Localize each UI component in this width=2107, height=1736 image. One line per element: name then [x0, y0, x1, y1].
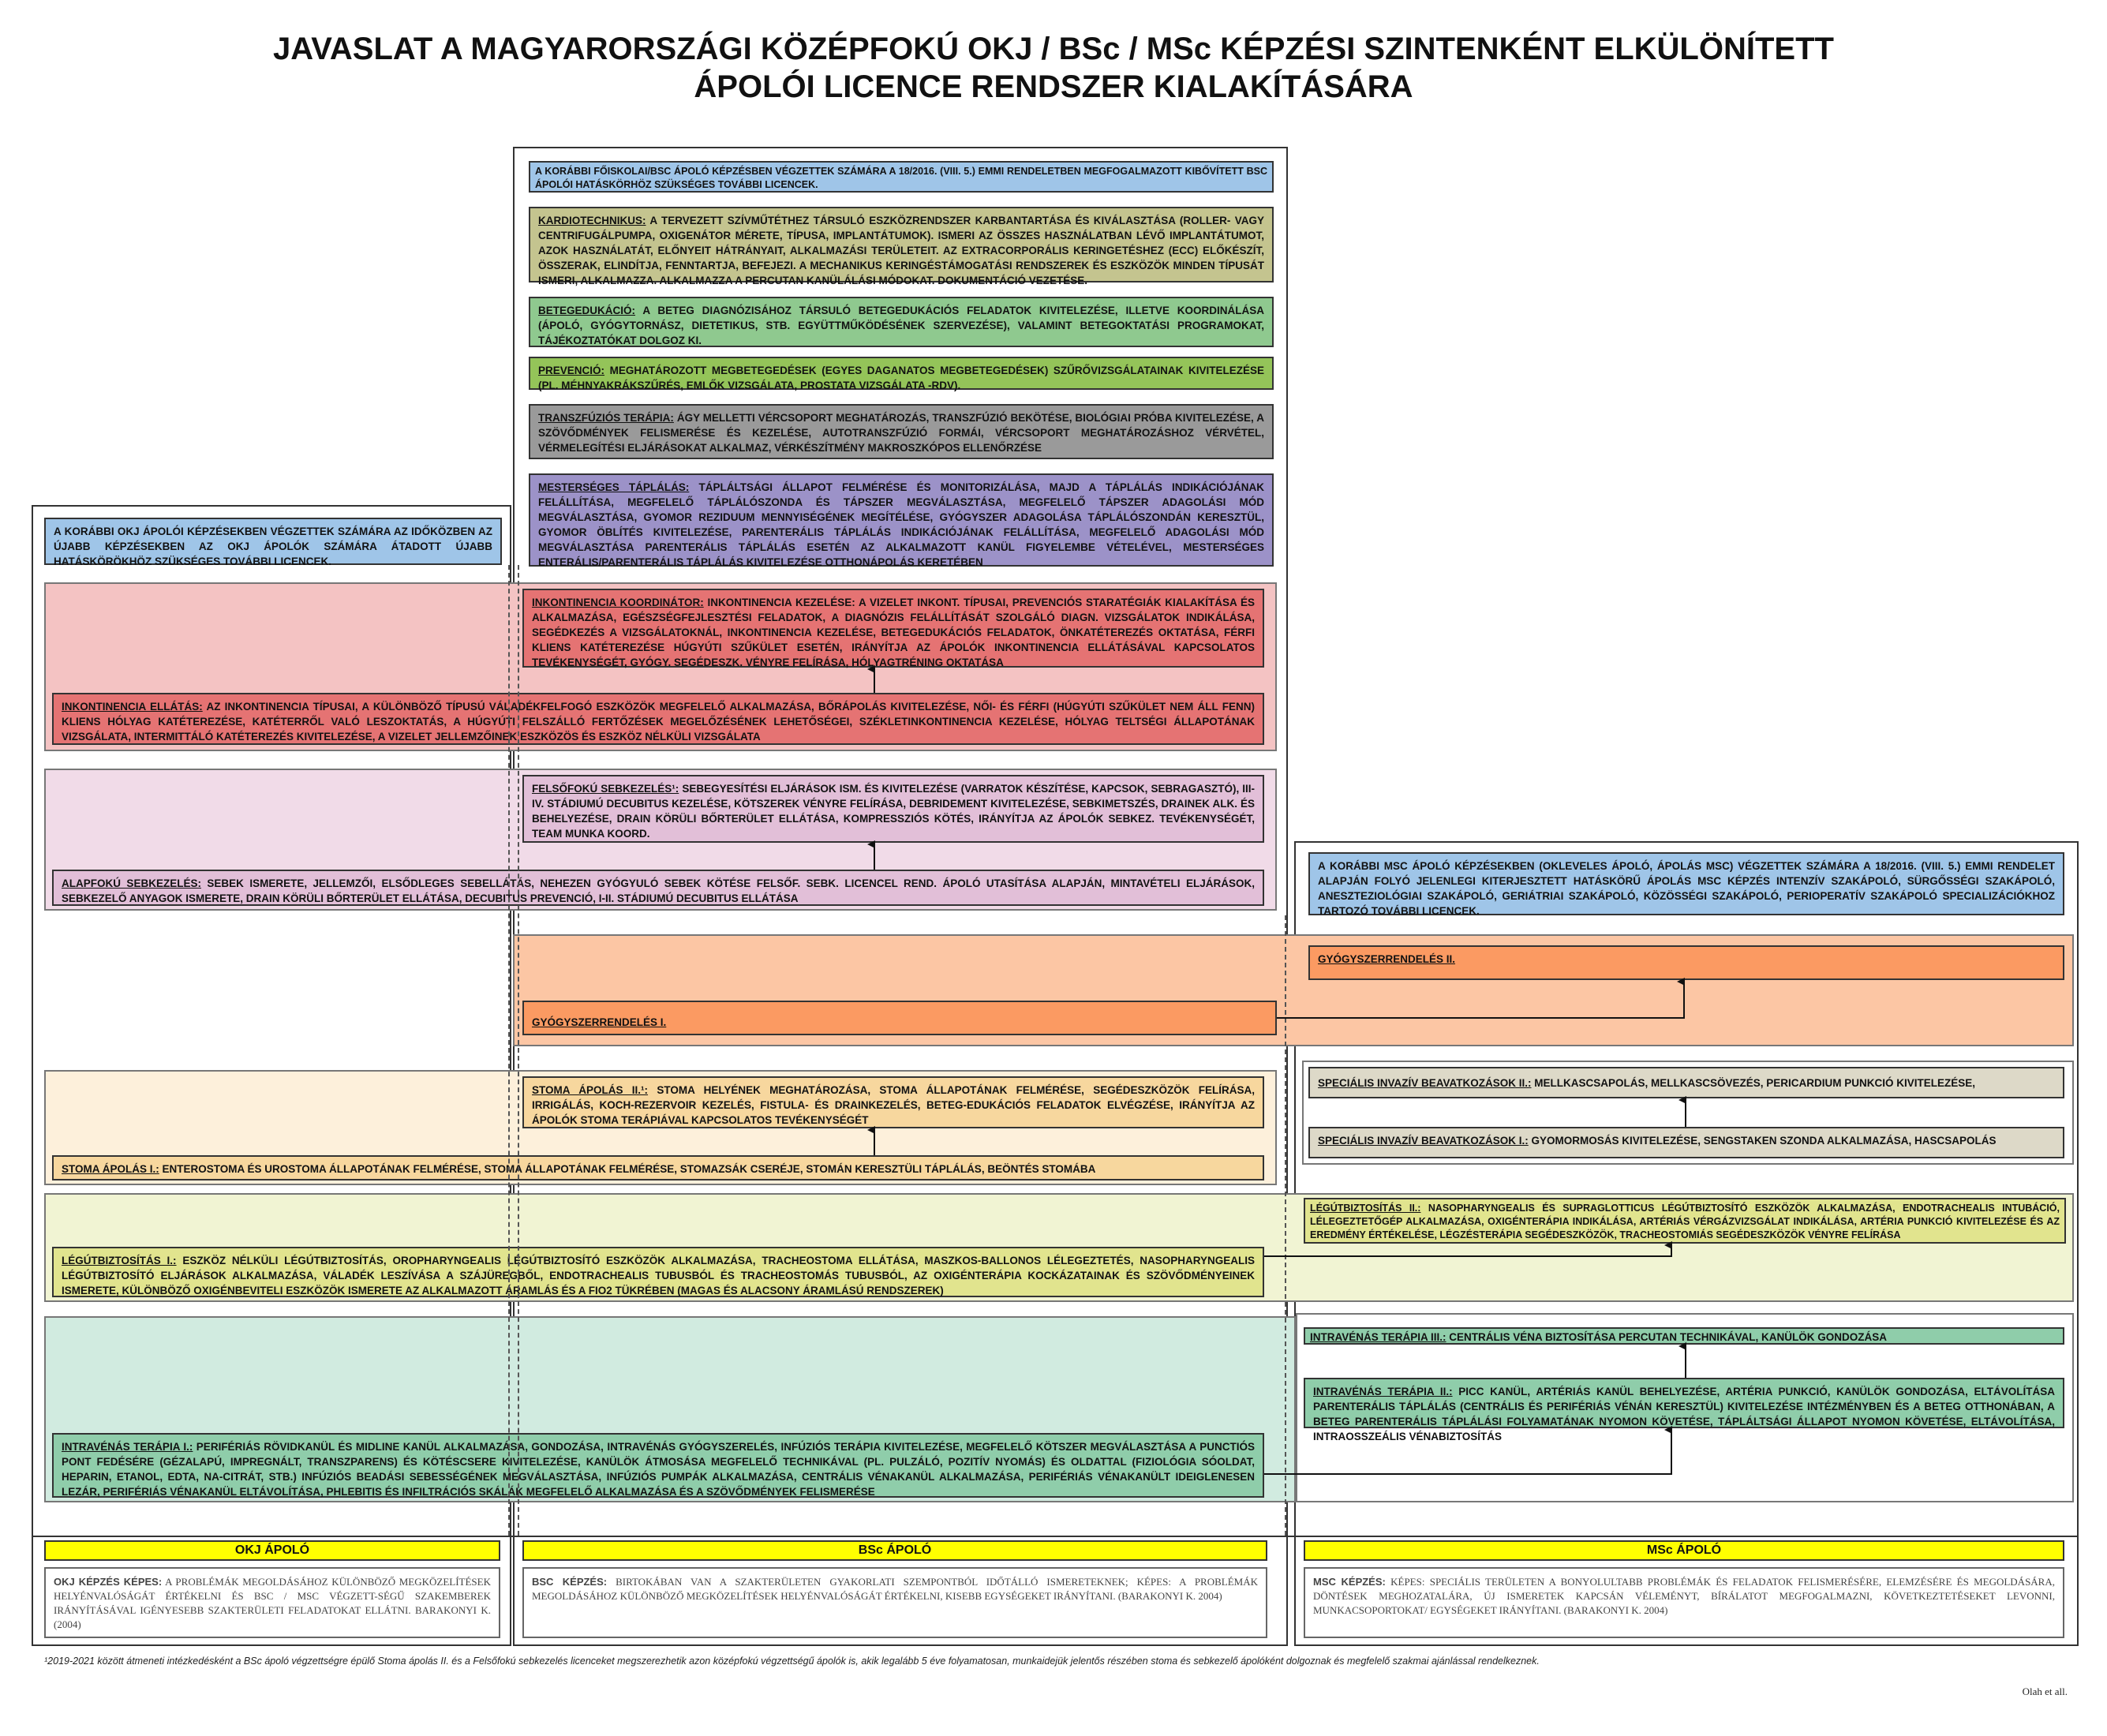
- licence-text: TÁPLÁLTSÁGI ÁLLAPOT FELMÉRÉSE ÉS MONITORIZÁLÁSA, MAJD A TÁPLÁLÁS INDIKÁCIÓJÁNAK FELÁLLÍTÁSA, MEGFELELŐ TÁPLÁLÓSZONDA ÉS TÁPSZER MEGVÁLASZTÁSA, MEGFELELŐ TÁPSZER ADAGOLÁSI MÓD MEGVÁLASZTÁSA, GYOMOR REZIDUUM MENNYISÉGÉNEK MEGÍTÉLÉSE, GYÓGYSZER ADAGOLÁSA TÁPLÁLÓSZONDÁN KERESZTÜL, GYOMOR ÖBLÍTÉS KIVITELEZÉSE, PARENTERÁLIS TÁPLÁLÁS INDIKÁCIÓJÁNAK FELÁLLÍTÁSA, MEGFELELŐ ADAGOLÁSI MÓD MEGVÁLASZTÁSA PARENTERÁLIS TÁPLÁLÁS ESETÉN AZ ALKALMAZOTT KANÜL FIGYELEMBE VÉTELÉVEL, MESTERSÉGES ENTERÁLIS/PARENTERÁLIS TÁPLÁLÁS KIVITELEZÉSE OTTHONÁPOLÁS KERETÉBEN: [538, 481, 1264, 568]
- licence-head: GYÓGYSZERRENDELÉS II.: [1318, 953, 1456, 965]
- licence-head: SPECIÁLIS INVAZÍV BEAVATKOZÁSOK I.:: [1318, 1135, 1529, 1147]
- licence-head: INTRAVÉNÁS TERÁPIA III.:: [1310, 1331, 1446, 1343]
- desc-head: MSC KÉPZÉS:: [1313, 1576, 1386, 1588]
- licence-text: INKONTINENCIA KEZELÉSE: A VIZELET INKONT. TÍPUSAI, PREVENCIÓS STARATÉGIÁK KIALAKÍTÁSA ÉS ALKALMAZÁSA, EGÉSZSÉGFEJLESZTÉSI FELADATOK, A DIAGNÓZIS FELÁLLÍTÁSÁT SZOLGÁLÓ DIAGN. VIZSGÁLATOK INDIKÁLÁSA, SEGÉDKEZÉS A VIZSGÁLATOKNÁL, INKONTINENCIA KEZELÉSE, BETEGEDUKÁCIÓS FELADATOK, ÖNKATÉTEREZÉS OKTATÁSA, FÉRFI KLIENS KATÉTEREZÉSE HÚGYÚTI SZŰKÜLET ESETÉN, IRÁNYÍTJA AZ ÁPOLÓK INKONTINENCIA ELLÁTÁSÁVAL KAPCSOLATOS TEVÉKENYSÉGÉT, GYÓGY. SEGÉDESZK. VÉNYRE FELÍRÁSA, HÓLYAGTRÉNING OKTATÁSA: [532, 597, 1255, 668]
- licence-head: INKONTINENCIA ELLÁTÁS:: [62, 701, 203, 713]
- desc-head: OKJ KÉPZÉS KÉPES:: [54, 1576, 163, 1588]
- licence-text: STOMA HELYÉNEK MEGHATÁROZÁSA, STOMA ÁLLAPOTÁNAK FELMÉRÉSE, SEGÉDESZKÖZÖK FELÍRÁSA, IRRIGÁLÁS, KOCH-REZERVOIR KEZELÉS, FISTULA- ÉS DRAINKEZELÉS, BETEG-EDUKÁCIÓS FELADATOK ELVÉGZÉSE, IRÁNYÍTJA AZ ÁPOLÓK STOMA TERÁPIÁVAL KAPCSOLATOS TEVÉKENYSÉGÉT: [532, 1084, 1255, 1126]
- licence-head: FELSŐFOKÚ SEBKEZELÉS¹:: [532, 783, 679, 795]
- licence-head: INTRAVÉNÁS TERÁPIA I.:: [62, 1441, 193, 1453]
- licence-text: AZ INKONTINENCIA TÍPUSAI, A KÜLÖNBÖZŐ TÍPUSÚ VÁLADÉKFELFOGÓ ESZKÖZÖK MEGFELELŐ ALKALMAZÁSA, BŐRÁPOLÁS KIVITELEZÉSE, NŐI- ÉS FÉRFI (HÚGYÚTI SZŰKÜLET NEM ÁLL FENN) KLIENS HÓLYAG KATÉTEREZÉSE, KATÉTERRŐL VALÓ LESZOKTATÁS, A HÚGYÚTI FELSZÁLLÓ FERTŐZÉSEK MEGELŐZÉSÉNEK LEHETŐSÉGEI, SZÉKLETINKONTINENCIA KEZELÉSE, HÓLYAG TELTSÉGI ÁLLAPOTÁNAK VIZSGÁLATA, INTERMITTÁLÓ KATÉTEREZÉS KIVITELEZÉSE, A VIZELET JELLEMZŐINEK ESZKÖZÖS ÉS ESZKÖZ NÉLKÜLI VIZSGÁLATA: [62, 701, 1255, 743]
- msc-intro-box: A KORÁBBI MSC ÁPOLÓ KÉPZÉSEKBEN (OKLEVELES ÁPOLÓ, ÁPOLÁS MSC) VÉGZETTEK SZÁMÁRA A 18/2016. (VIII. 5.) EMMI RENDELET ALAPJÁN FOLYÓ JELENLEGI KITERJESZTETT HATÁSKÖRŰ ÁPOLÁS MSC KÉPZÉS INTENZÍV SZAKÁPOLÓ, SÜRGŐSSÉGI SZAKÁPOLÓ, ANESZTEZIOLÓGIAI SZAKÁPOLÓ, GERIÁTRIAI SZAKÁPOLÓ, KÖZÖSSÉGI SZAKÁPOLÓ, PERIOPERATÍV SZAKÁPOLÓ SPECIALIZÁCIÓKHOZ TARTOZÓ TOVÁBBI LICENCEK.: [1308, 852, 2064, 915]
- okj-intro-box: A KORÁBBI OKJ ÁPOLÓI KÉPZÉSEKBEN VÉGZETTEK SZÁMÁRA AZ IDŐKÖZBEN AZ ÚJABB KÉPZÉSEKBEN AZ OKJ ÁPOLÓK SZÁMÁRA ÁTADOTT ÚJABB HATÁSKÖRÖKHÖZ SZÜKSÉGES TOVÁBBI LICENCEK.: [44, 518, 502, 565]
- bsc-level-header: BSc ÁPOLÓ: [522, 1540, 1267, 1561]
- licence-head: ALAPFOKÚ SEBKEZELÉS:: [62, 877, 201, 889]
- licence-head: PREVENCIÓ:: [538, 365, 605, 376]
- licence-head: MESTERSÉGES TÁPLÁLÁS:: [538, 481, 690, 493]
- licence-head: KARDIOTECHNIKUS:: [538, 215, 646, 226]
- licence-text: PERIFÉRIÁS RÖVIDKANÜL ÉS MIDLINE KANÜL ALKALMAZÁSA, GONDOZÁSA, INTRAVÉNÁS GYÓGYSZERELÉS, INFÚZIÓS TERÁPIA KIVITELEZÉSE, MEGFELELŐ KÖTSZER MEGVÁLASZTÁSA A PUNCTIÓS PONT FEDÉSÉRE (GÉZALAPÚ, IMPREGNÁLT, TRANSZPARENS) ÉS KÖTÉSCSERE KIVITELEZÉSE, KANÜLÖK ÁTMOSÁSA MEGFELELŐ TECHNIKÁVAL (PL. PULZÁLÓ, POZITÍV NYOMÁS) ÉS OLDATTAL (FIZIOLÓGIA SÓOLDAT, HEPARIN, ETANOL, EDTA, NA-CITRÁT, STB.) INFÚZIÓS BEADÁSI SEBESSÉGÉNEK MEGVÁLASZTÁSA, INFÚZIÓS PUMPÁK ALKALMAZÁSA, CENTRÁLIS VÉNAKANÜL ALKALMAZÁSA, PERIFÉRIÁS VÉNAKANÜLT IDEIGLENESEN LEZÁR, PERIFÉRIÁS VÉNAKANÜL ELTÁVOLÍTÁSA, PHLEBITIS ÉS INFILTRÁCIÓS SKÁLÁK MEGFELELŐ ALKALMAZÁSA ÉS A SZÖVŐDMÉNYEK FELISMERÉSE: [62, 1441, 1255, 1498]
- licence-text: NASOPHARYNGEALIS ÉS SUPRAGLOTTICUS LÉGÚTBIZTOSÍTÓ ESZKÖZÖK ALKALMAZÁSA, ENDOTRACHEALIS INTUBÁCIÓ, LÉLEGEZTETŐGÉP ALKALMAZÁSA, OXIGÉNTERÁPIA INDIKÁLÁSA, ARTÉRIÁS VÉRGÁZVIZSGÁLAT INDIKÁLÁSA, ARTÉRIA PUNKCIÓ KIVITELEZÉSE ÉS AZ EREDMÉNY ÉRTÉKELÉSE, LÉGZÉSTERÁPIA SEGÉDESZKÖZÖK, TRACHEOSTOMIÁS SEGÉDESZKÖZÖK VÉNYRE FELÍRÁSA: [1310, 1203, 2060, 1240]
- licence-head: SPECIÁLIS INVAZÍV BEAVATKOZÁSOK II.:: [1318, 1077, 1532, 1089]
- licence-text: MELLKASCSAPOLÁS, MELLKASCSÖVEZÉS, PERICARDIUM PUNKCIÓ KIVITELEZÉSE,: [1531, 1077, 1976, 1089]
- licence-text: ENTEROSTOMA ÉS UROSTOMA ÁLLAPOTÁNAK FELMÉRÉSE, STOMA ÁLLAPOTÁNAK FELMÉRÉSE, STOMAZSÁK CSERÉJE, STOMÁN KERESZTÜLI TÁPLÁLÁS, BEÖNTÉS STOMÁBA: [159, 1163, 1096, 1175]
- arrow-legut: [1264, 1245, 1671, 1256]
- licence-text: A TERVEZETT SZÍVMŰTÉTHEZ TÁRSULÓ ESZKÖZRENDSZER KARBANTARTÁSA ÉS KIVÁLASZTÁSA (ROLLER- VAGY CENTRIFUGÁLPUMPA, OXIGENÁTOR MÉRETE, TÍPUSA, IMPLANTÁTUMOK). ISMERI AZ ÖSSZES HASZNÁLATBAN LÉVŐ IMPLANTÁTUMOT, AZOK HASZNÁLATÁT, ELŐNYEIT HÁTRÁNYAIT, ALKALMAZÁSI TERÜLETEIT. AZ EXTRACORPORÁLIS KERINGETÉSHEZ (ECC) ELŐKÉSZÍT, ÖSSZERAK, ELINDÍTJA, FENNTARTJA, BEFEJEZI. A MECHANIKUS KERINGÉSTÁMOGATÁSI RENDSZEREK ÉS ESZKÖZÖK MINDEN TÍPUSÁT ISMERI, ALKALMAZZA. ALKALMAZZA A PERCUTAN KANÜLÁLÁSI MÓDOKAT. DOKUMENTÁCIÓ VEZETÉSE.: [538, 215, 1264, 286]
- licence-text: ÁGY MELLETTI VÉRCSOPORT MEGHATÁROZÁS, TRANSZFÚZIÓ BEKÖTÉSE, BIOLÓGIAI PRÓBA KIVITELEZÉSE, A SZÖVŐDMÉNYEK FELISMERÉSE ÉS KEZELÉSE, AUTOTRANSZFÚZIÓ FORMÁI, VÉRCSOPORT MEGHATÁROZÁSHOZ VÉRVÉTEL, VÉRMELEGÍTÉSI ELJÁRÁSOKAT ALKALMAZ, VÉRKÉSZÍTMÉNY MAKROSZKÓPOS ELLENŐRZÉSE: [538, 412, 1264, 454]
- licence-text: MEGHATÁROZOTT MEGBETEGEDÉSEK (EGYES DAGANATOS MEGBETEGEDÉSEK) SZŰRŐVIZSGÁLATAINAK KIVITELEZÉSE (PL. MÉHNYAKRÁKSZŰRÉS, EMLŐK VIZSGÁLATA, PROSTATA VIZSGÁLATA -RDV).: [538, 365, 1264, 391]
- licence-head: GYÓGYSZERRENDELÉS I.: [532, 1016, 667, 1028]
- licence-head: INKONTINENCIA KOORDINÁTOR:: [532, 597, 704, 608]
- arrow-gyogyszer: [1277, 982, 1684, 1018]
- signature: Olah et all.: [2022, 1685, 2068, 1697]
- desc-text: BIRTOKÁBAN VAN A SZAKTERÜLETEN GYAKORLATI SZEMPONTBÓL IDŐTÁLLÓ ISMERETEKNEK; KÉPES: A PROBLÉMÁK MEGOLDÁSÁHOZ KÜLÖNBÖZŐ MEGKÖZELÍTÉSEK HELYÉNVALÓSÁGÁT ÉRTÉKELNI, KISEBB EGYSÉGEKET IRÁNYÍTANI. (BARAKONYI K. 2004): [532, 1576, 1258, 1602]
- licence-text: CENTRÁLIS VÉNA BIZTOSÍTÁSA PERCUTAN TECHNIKÁVAL, KANÜLÖK GONDOZÁSA: [1446, 1331, 1888, 1343]
- licence-head: LÉGÚTBIZTOSÍTÁS I.:: [62, 1255, 177, 1266]
- licence-text: ESZKÖZ NÉLKÜLI LÉGÚTBIZTOSÍTÁS, OROPHARYNGEALIS LÉGÚTBIZTOSÍTÓ ESZKÖZÖK ALKALMAZÁSA, TRACHEOSTOMA ELLÁTÁSA, MASZKOS-BALLONOS LÉLEGEZTETÉS, NASOPHARYNGEALIS LÉGÚTBIZTOSÍTÓ ELJÁRÁSOK ALKALMAZÁSA, VÁLADÉK LESZÍVÁSA A SZÁJÜREGBŐL, ENDOTRACHEALIS TUBUSBÓL ÉS TRACHEOSTOMÁS TUBUSBÓL, AZ OXIGÉNTERÁPIA KOCKÁZATAINAK ÉS SZÖVŐDMÉNYEINEK ISMERETE, KÜLÖNBÖZŐ OXIGÉNBEVITELI ESZKÖZÖK ISMERETE AZ ALKALMAZOTT ÁRAMLÁS ÉS A FIO2 TÜKRÉBEN (MAGAS ÉS ALACSONY ÁRAMLÁSÚ RENDSZEREK): [62, 1255, 1255, 1296]
- licence-head: BETEGEDUKÁCIÓ:: [538, 305, 636, 316]
- page-title-line1: JAVASLAT A MAGYARORSZÁGI KÖZÉPFOKÚ OKJ / BSc / MSc KÉPZÉSI SZINTENKÉNT ELKÜLÖNÍTETT: [273, 32, 1834, 66]
- desc-head: BSC KÉPZÉS:: [532, 1576, 608, 1588]
- okj-level-header: OKJ ÁPOLÓ: [44, 1540, 500, 1561]
- arrow-intravenas-ii: [1264, 1430, 1671, 1474]
- licence-head: STOMA ÁPOLÁS I.:: [62, 1163, 159, 1175]
- licence-text: SEBEK ISMERETE, JELLEMZŐI, ELSŐDLEGES SEBELLÁTÁS, NEHEZEN GYÓGYULÓ SEBEK KÖTÉSE FELSŐF. SEBK. LICENCEL REND. ÁPOLÓ UTASÍTÁSA ALAPJÁN, MINTAVÉTELI ELJÁRÁSOK, SEBKEZELŐ ANYAGOK ISMERETE, DRAIN KÖRÜLI BŐRTERÜLET ELLÁTÁSA, DECUBITUS PREVENCIÓ, I-II. STÁDIUMÚ DECUBITUS ELLÁTÁSA: [62, 877, 1255, 904]
- msc-level-header: MSc ÁPOLÓ: [1304, 1540, 2064, 1561]
- licence-head: STOMA ÁPOLÁS II.¹:: [532, 1084, 649, 1096]
- desc-text: A PROBLÉMÁK MEGOLDÁSÁHOZ KÜLÖNBÖZŐ MEGKÖZELÍTÉSEK HELYÉNVALÓSÁGÁT ÉRTÉKELNI ÉS BSC / MSC VÉGZETT-SÉGŰ SZAKEMBEREK IRÁNYÍTÁSÁVAL IGÉNYESEBB SZAKTERÜLETI FELADATOKAT ELLÁTNI. BARAKONYI K. (2004): [54, 1576, 491, 1630]
- licence-text: GYOMORMOSÁS KIVITELEZÉSE, SENGSTAKEN SZONDA ALKALMAZÁSA, HASCSAPOLÁS: [1528, 1135, 1997, 1147]
- licence-text: SEBEGYESÍTÉSI ELJÁRÁSOK ISM. ÉS KIVITELEZÉSE (VARRATOK KÉSZÍTÉSE, KAPCSOK, SEBRAGASZTÓ), III-IV. STÁDIUMÚ DECUBITUS KEZELÉSE, KÖTSZEREK VÉNYRE FELÍRÁSA, DEBRIDEMENT KIVITELEZÉSE, SEBKIMETSZÉS, DRAINEK ALK. ÉS BEHELYEZÉSE, DRAIN KÖRÜLI BŐRTERÜLET ELLÁTÁSA, KOMPRESSZIÓS KÖTÉS, IRÁNYÍTJA AZ ÁPOLÓK SEBKEZ. TEVÉKENYSÉGÉT, TEAM MUNKA KOORD.: [532, 783, 1255, 840]
- licence-head: LÉGÚTBIZTOSÍTÁS II.:: [1310, 1203, 1421, 1214]
- footnote: ¹2019-2021 között átmeneti intézkedésként a BSc ápoló végzettségre épülő Stoma ápolás II. és a Felsőfokú sebkezelés licenceket megszerezhetik azon középfokú végzettségű ápolók is, akik legalább 5 éve folyamatosan, munkaidejük jelentős részében stoma és sebkezelő ápolóként dolgoznak és megfelelő szakmai ajánlással rendelkeznek.: [44, 1656, 1540, 1667]
- bsc-intro-box: A KORÁBBI FŐISKOLAI/BSC ÁPOLÓ KÉPZÉSBEN VÉGZETTEK SZÁMÁRA A 18/2016. (VIII. 5.) EMMI RENDELETBEN MEGFOGALMAZOTT KIBŐVÍTETT BSC ÁPOLÓI HATÁSKÖRHÖZ SZÜKSÉGES TOVÁBBI LICENCEK.: [529, 161, 1274, 193]
- licence-text: PICC KANÜL, ARTÉRIÁS KANÜL BEHELYEZÉSE, ARTÉRIA PUNKCIÓ, KANÜLÖK GONDOZÁSA, ELTÁVOLÍTÁSA PARENTERÁLIS TÁPLÁLÁS (CENTRÁLIS ÉS PERIFÉRIÁS VÉNÁN KERESZTÜL) KIVITELEZÉSE INTÉZMÉNYBEN ÉS A BETEG OTTHONÁBAN, A BETEG PARENTERÁLIS TÁPLÁLÁSI FOLYAMATÁNAK NYOMON KÖVETÉSE, TÁPLÁLTSÁGI ÁLLAPOT NYOMON KÖVETÉSE, ELTÁVOLÍTÁSA, INTRAOSSZEÁLIS VÉNABIZTOSÍTÁS: [1313, 1386, 2056, 1442]
- licence-head: INTRAVÉNÁS TERÁPIA II.:: [1313, 1386, 1453, 1397]
- licence-text: A BETEG DIAGNÓZISÁHOZ TÁRSULÓ BETEGEDUKÁCIÓS FELADATOK KIVITELEZÉSE, ILLETVE KOORDINÁLÁSA (ÁPOLÓ, GYÓGYTORNÁSZ, DIETETIKUS, STB. EGYÜTTMŰKÖDÉSÉNEK SZERVEZÉSE), VALAMINT BETEGOKTATÁSI PROGRAMOKAT, TÁJÉKOZTATÓKAT DOLGOZ KI.: [538, 305, 1264, 346]
- licence-head: TRANSZFÚZIÓS TERÁPIA:: [538, 412, 674, 424]
- page-title-line2: ÁPOLÓI LICENCE RENDSZER KIALAKÍTÁSÁRA: [694, 69, 1413, 104]
- desc-text: KÉPES: SPECIÁLIS TERÜLETEN A BONYOLULTABB PROBLÉMÁK ÉS FELADATOK FELISMERÉSÉRE, ELEMZÉSÉRE ÉS MEGOLDÁSÁRA, DÖNTÉSEK MEGHOZATALÁRA, ÚJ ISMERETEK KAPCSÁN VÉLEMÉNYT, BÍRÁLATOT MEGFOGALMAZNI, KÖVETKEZTETÉSEKET LEVONNI, MUNKACSOPORTOKAT/ EGYSÉGEKET IRÁNYÍTANI. (BARAKONYI K. 2004): [1313, 1576, 2055, 1616]
